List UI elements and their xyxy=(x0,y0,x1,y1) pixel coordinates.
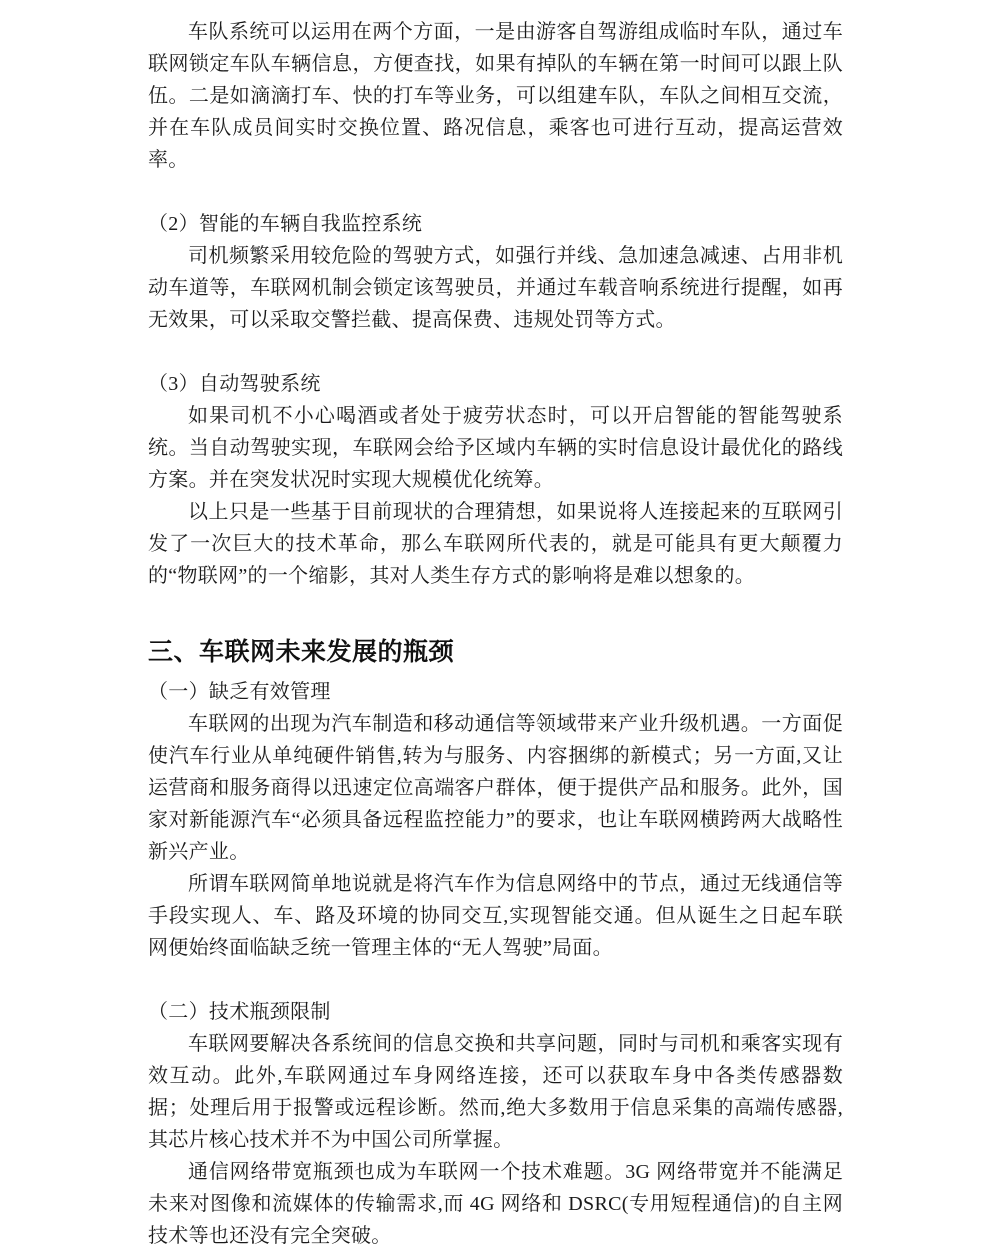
subheading-lack-of-management: （一）缺乏有效管理 xyxy=(148,681,331,703)
subheading-auto-driving: （3）自动驾驶系统 xyxy=(148,373,321,395)
section-heading-future-bottleneck: 三、车联网未来发展的瓶颈 xyxy=(148,638,455,666)
paragraph-fleet-system: 车队系统可以运用在两个方面，一是由游客自驾游组成临时车队，通过车联网锁定车队车辆信息，方便查找，如果有掉队的车辆在第一时间可以跟上队伍。二是如滴滴打车、快的打车等业务，可以组建车队，车队之间相互交流，并在车队成员间实时交换位置、路况信息，乘客也可进行互动，提高运营效率。 xyxy=(148,21,843,171)
subheading-tech-bottleneck: （二）技术瓶颈限制 xyxy=(148,1001,331,1023)
paragraph-tech-bottleneck: 车联网要解决各系统间的信息交换和共享问题，同时与司机和乘客实现有效互动。此外,车联网通过车身网络连接，还可以获取车身中各类传感器数据；处理后用于报警或远程诊断。然而,绝大多数用于信息采集的高端传感器,其芯片核心技术并不为中国公司所掌握。 xyxy=(148,1033,843,1151)
paragraph-self-monitoring: 司机频繁采用较危险的驾驶方式，如强行并线、急加速急减速、占用非机动车道等，车联网机制会锁定该驾驶员，并通过车载音响系统进行提醒，如再无效果，可以采取交警拦截、提高保费、违规处罚等方式。 xyxy=(148,245,843,331)
paragraph-industry-upgrade: 车联网的出现为汽车制造和移动通信等领域带来产业升级机遇。一方面促使汽车行业从单纯硬件销售,转为与服务、内容捆绑的新模式；另一方面,又让运营商和服务商得以迅速定位高端客户群体，便于提供产品和服务。此外，国家对新能源汽车“必须具备远程监控能力”的要求，也让车联网横跨两大战略性新兴产业。 xyxy=(148,713,843,863)
paragraph-summary: 以上只是一些基于目前现状的合理猜想，如果说将人连接起来的互联网引发了一次巨大的技术革命，那么车联网所代表的，就是可能具有更大颠覆力的“物联网”的一个缩影，其对人类生存方式的影响将是难以想象的。 xyxy=(148,501,843,587)
paragraph-auto-driving: 如果司机不小心喝酒或者处于疲劳状态时，可以开启智能的智能驾驶系统。当自动驾驶实现，车联网会给予区域内车辆的实时信息设计最优化的路线方案。并在突发状况时实现大规模优化统筹。 xyxy=(148,405,843,491)
paragraph-network-bandwidth: 通信网络带宽瓶颈也成为车联网一个技术难题。3G 网络带宽并不能满足未来对图像和流媒体的传输需求,而 4G 网络和 DSRC(专用短程通信)的自主网技术等也还没有完全突破。 xyxy=(148,1161,843,1247)
paragraph-iov-definition: 所谓车联网简单地说就是将汽车作为信息网络中的节点，通过无线通信等手段实现人、车、路及环境的协同交互,实现智能交通。但从诞生之日起车联网便始终面临缺乏统一管理主体的“无人驾驶”局面。 xyxy=(148,873,843,959)
subheading-vehicle-self-monitoring: （2）智能的车辆自我监控系统 xyxy=(148,213,423,235)
